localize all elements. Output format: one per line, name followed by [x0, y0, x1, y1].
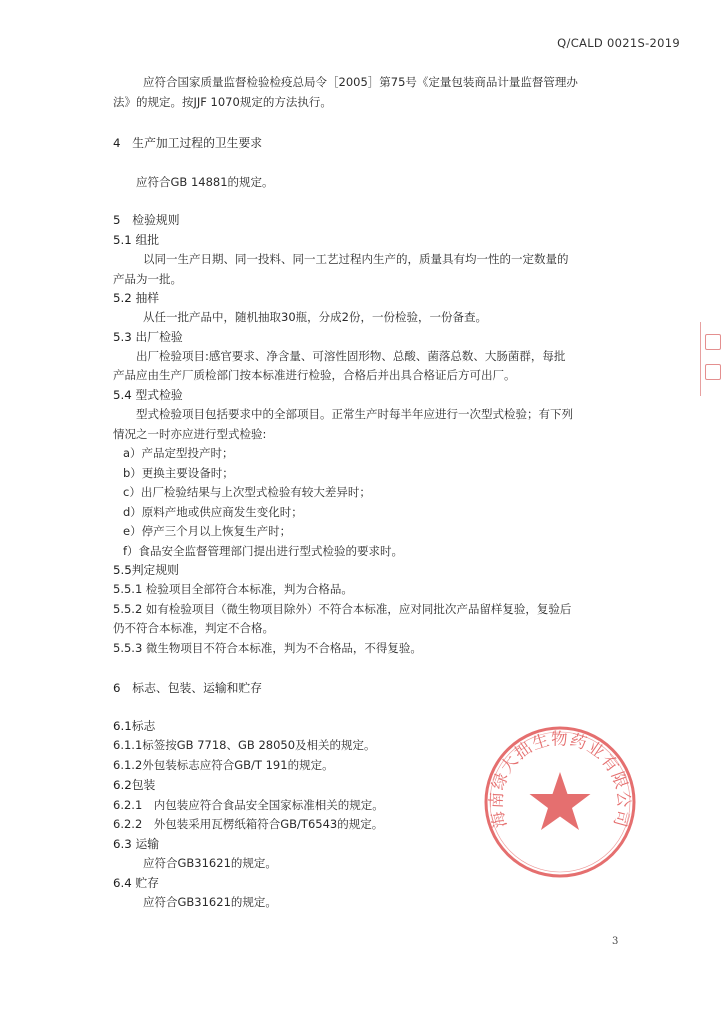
paragraph-line: 应符合国家质量监督检验检疫总局令［2005］第75号《定量包装商品计量监督管理办 — [143, 75, 578, 89]
section-heading: 5 检验规则 — [113, 213, 180, 227]
seal-star-icon — [530, 772, 591, 830]
subsection-heading: 5.1 组批 — [113, 233, 160, 247]
company-seal-stamp — [482, 724, 638, 880]
svg-text:海南绿大拙生物药业有限公司: 海南绿大拙生物药业有限公司 — [486, 729, 634, 831]
subsection-heading: 5.2 抽样 — [113, 291, 160, 305]
list-item: d）原料产地或供应商发生变化时； — [123, 505, 303, 519]
subsection-heading: 6.4 贮存 — [113, 876, 160, 890]
subsection-heading: 6.1标志 — [113, 719, 156, 733]
paragraph-line: 5.5.1 检验项目全部符合本标准，判为合格品。 — [113, 582, 353, 596]
paragraph-line: 产品应由生产厂质检部门按本标准进行检验，合格后并出具合格证后方可出厂。 — [113, 368, 516, 382]
list-item: f）食品安全监督管理部门提出进行型式检验的要求时。 — [123, 544, 404, 558]
paragraph-line: 从任一批产品中，随机抽取30瓶，分成2份，一份检验，一份备查。 — [143, 310, 487, 324]
subsection-heading: 6.2包装 — [113, 778, 156, 792]
paragraph-line: 应符合GB31621的规定。 — [143, 856, 277, 870]
list-item: e）停产三个月以上恢复生产时； — [123, 524, 292, 538]
subsection-heading: 5.3 出厂检验 — [113, 330, 183, 344]
paragraph-line: 型式检验项目包括要求中的全部项目。正常生产时每半年应进行一次型式检验；有下列 — [136, 407, 573, 421]
paragraph-line: 产品为一批。 — [113, 272, 182, 286]
paragraph-line: 5.5.3 微生物项目不符合本标准，判为不合格品，不得复验。 — [113, 641, 422, 655]
paragraph-line: 情况之一时亦应进行型式检验: — [113, 427, 267, 441]
paragraph-line: 5.5.2 如有检验项目（微生物项目除外）不符合本标准，应对同批次产品留样复验，复验后 — [113, 602, 572, 616]
paragraph-line: 6.2.2 外包装采用瓦楞纸箱符合GB/T6543的规定。 — [113, 817, 384, 831]
paragraph-line: 6.1.1标签按GB 7718、GB 28050及相关的规定。 — [113, 738, 376, 752]
subsection-heading: 5.5判定规则 — [113, 563, 179, 577]
paragraph-line: 仍不符合本标准，判定不合格。 — [113, 621, 274, 635]
section-heading: 6 标志、包装、运输和贮存 — [113, 681, 263, 695]
paragraph-line: 6.2.1 内包装应符合食品安全国家标准相关的规定。 — [113, 798, 384, 812]
paragraph-line: 法》的规定。按JJF 1070规定的方法执行。 — [113, 95, 332, 109]
subsection-heading: 5.4 型式检验 — [113, 388, 183, 402]
list-item: a）产品定型投产时； — [123, 446, 234, 460]
paragraph-line: 以同一生产日期、同一投料、同一工艺过程内生产的，质量具有均一性的一定数量的 — [143, 252, 569, 266]
section-heading: 4 生产加工过程的卫生要求 — [113, 136, 263, 150]
page-edge-stamp-fragment — [700, 322, 724, 396]
paragraph-line: 应符合GB 14881的规定。 — [136, 175, 274, 189]
paragraph-line: 6.1.2外包装标志应符合GB/T 191的规定。 — [113, 758, 334, 772]
page-number: 3 — [612, 936, 619, 947]
list-item: b）更换主要设备时； — [123, 466, 234, 480]
standard-code: Q/CALD 0021S-2019 — [557, 36, 680, 50]
paragraph-line: 应符合GB31621的规定。 — [143, 895, 277, 909]
list-item: c）出厂检验结果与上次型式检验有较大差异时； — [123, 485, 371, 499]
subsection-heading: 6.3 运输 — [113, 837, 160, 851]
paragraph-line: 出厂检验项目:感官要求、净含量、可溶性固形物、总酸、菌落总数、大肠菌群，每批 — [136, 349, 566, 363]
